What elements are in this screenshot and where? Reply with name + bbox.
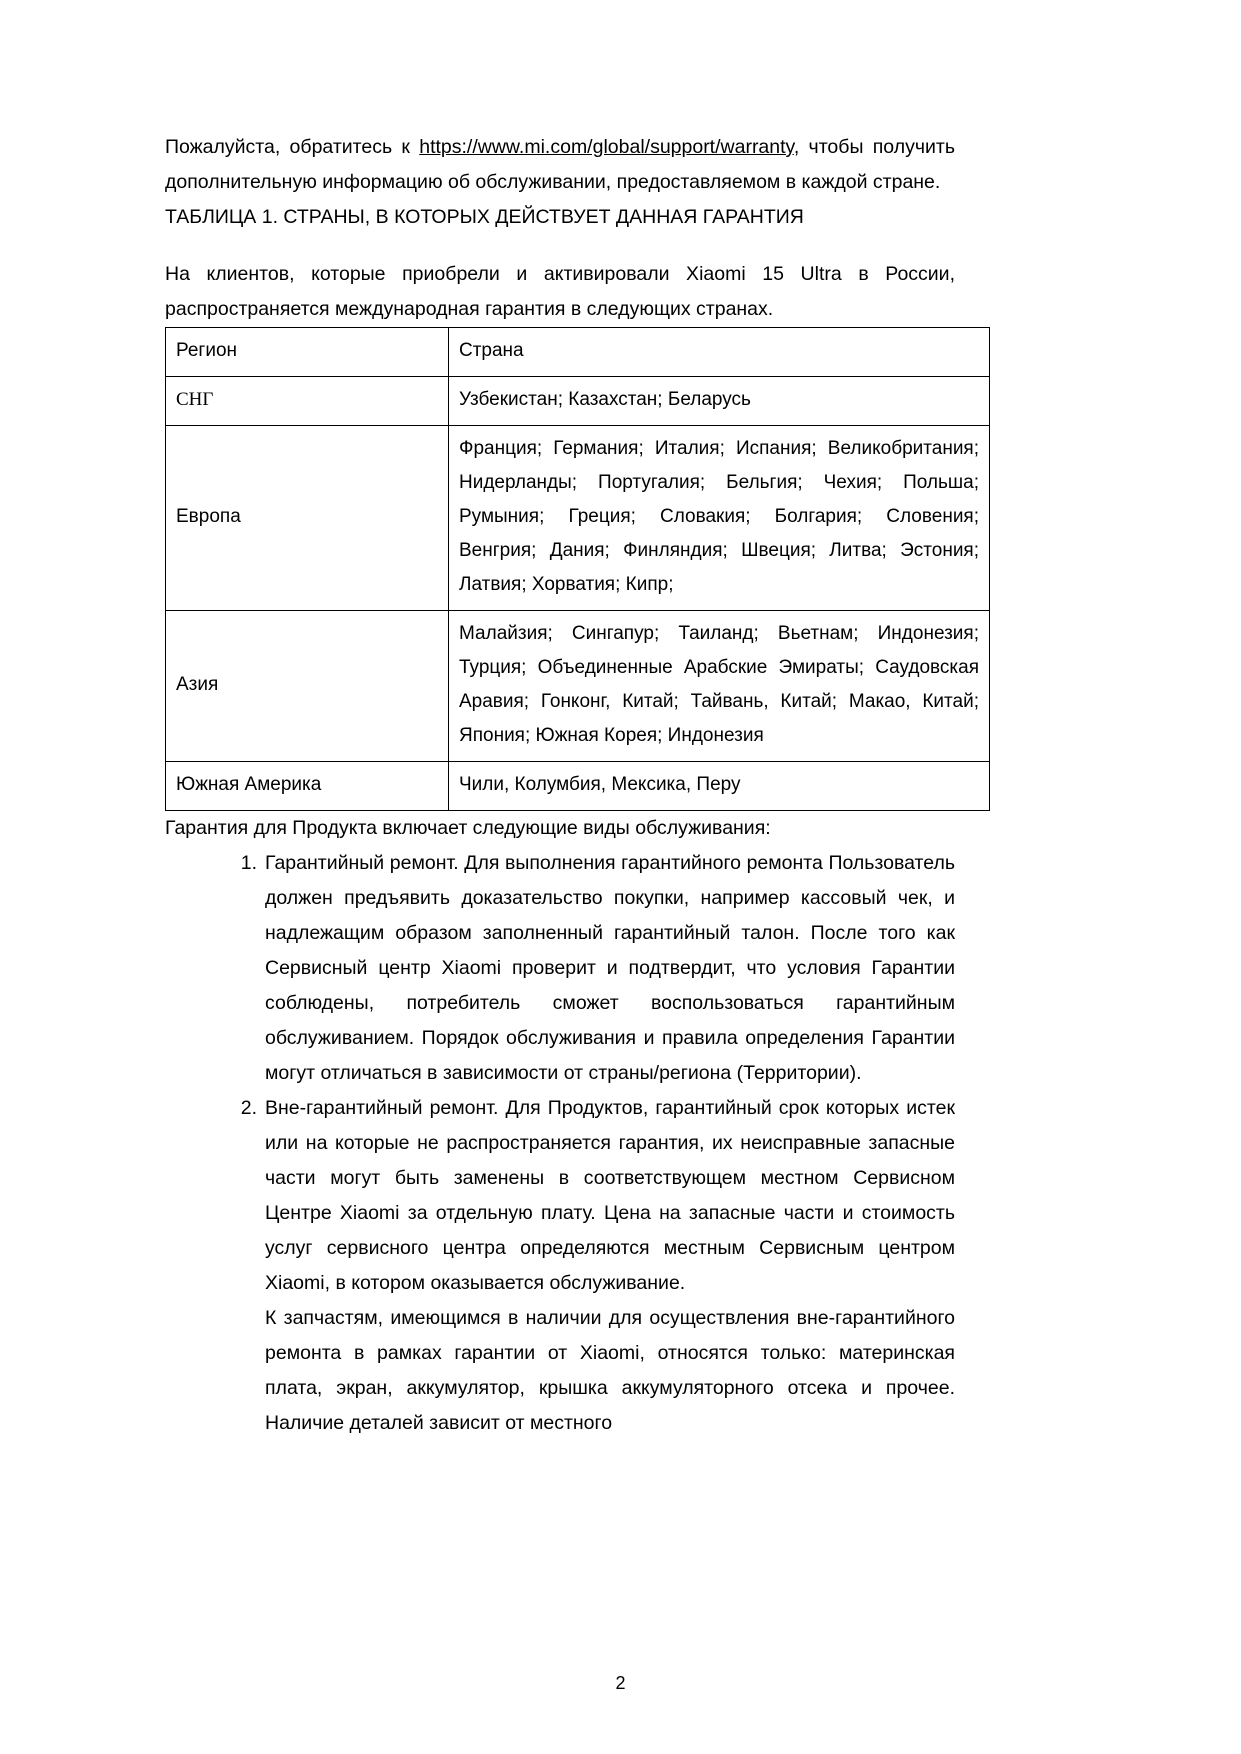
warranty-link[interactable]: https://www.mi.com/global/support/warranty	[419, 136, 794, 158]
list-item	[265, 1091, 955, 1441]
list-item	[265, 846, 955, 1091]
table-cell-country: Чили, Колумбия, Мексика, Перу	[449, 762, 990, 811]
table-cell-region: СНГ	[166, 377, 449, 426]
table-header-country: Страна	[449, 328, 990, 377]
list-item-text: Гарантийный ремонт. Для выполнения гарантийного ремонта Пользователь должен предъявить доказательство покупки, например кассовый чек, и надлежащим образом заполненный гарантийный талон. После того как Сервисный центр Xiaomi проверит и подтвердит, что условия Гарантии соблюдены, потребитель сможет воспользоваться гарантийным обслуживанием. Порядок обслуживания и правила определения Гарантии могут отличаться в зависимости от страны/региона (Территории).	[265, 852, 955, 1084]
table-header-region: Регион	[166, 328, 449, 377]
table-row	[166, 762, 990, 811]
table-cell-region: Азия	[166, 611, 449, 762]
table-cell-region: Европа	[166, 426, 449, 611]
table-cell-country: Франция; Германия; Италия; Испания; Великобритания; Нидерланды; Португалия; Бельгия; Чехия; Польша; Румыния; Греция; Словакия; Болгария; Словения; Венгрия; Дания; Финляндия; Швеция; Литва; Эстония; Латвия; Хорватия; Кипр;	[449, 426, 990, 611]
countries-table	[165, 327, 990, 811]
table-row	[166, 426, 990, 611]
page-content	[165, 130, 979, 1441]
list-item-text: Вне-гарантийный ремонт. Для Продуктов, гарантийный срок которых истек или на которые не распространяется гарантия, их неисправные запасные части могут быть заменены в соответствующем местном Сервисном Центре Xiaomi за отдельную плату. Цена на запасные части и стоимость услуг сервисного центра определяются местным Сервисным центром Xiaomi, в котором оказывается обслуживание.	[265, 1097, 955, 1294]
list-item-text-continued: К запчастям, имеющимся в наличии для осуществления вне-гарантийного ремонта в рамках гарантии от Xiaomi, относятся только: материнская плата, экран, аккумулятор, крышка аккумуляторного отсека и прочее. Наличие деталей зависит от местного	[265, 1307, 955, 1434]
table-cell-country: Узбекистан; Казахстан; Беларусь	[449, 377, 990, 426]
table-cell-region: Южная Америка	[166, 762, 449, 811]
intro-text-before-link: Пожалуйста, обратитесь к	[165, 136, 420, 158]
services-intro-paragraph: Гарантия для Продукта включает следующие виды обслуживания:	[165, 817, 771, 839]
intro-paragraph	[165, 130, 955, 200]
page-number: 2	[615, 1673, 626, 1693]
table-cell-country: Малайзия; Сингапур; Таиланд; Вьетнам; Индонезия; Турция; Объединенные Арабские Эмираты; Саудовская Аравия; Гонконг, Китай; Тайвань, Китай; Макао, Китай; Япония; Южная Корея; Индонезия	[449, 611, 990, 762]
table-row	[166, 611, 990, 762]
services-list	[165, 846, 955, 1441]
lead-paragraph: На клиентов, которые приобрели и активировали Xiaomi 15 Ultra в России, распространяется международная гарантия в следующих странах.	[165, 263, 955, 320]
table-heading: ТАБЛИЦА 1. СТРАНЫ, В КОТОРЫХ ДЕЙСТВУЕТ ДАННАЯ ГАРАНТИЯ	[165, 206, 804, 228]
table-row	[166, 377, 990, 426]
table-header-row	[166, 328, 990, 377]
intro-text-after-link: , чтобы получить дополнительную информацию об обслуживании, предоставляемом в каждой стране.	[165, 136, 955, 193]
